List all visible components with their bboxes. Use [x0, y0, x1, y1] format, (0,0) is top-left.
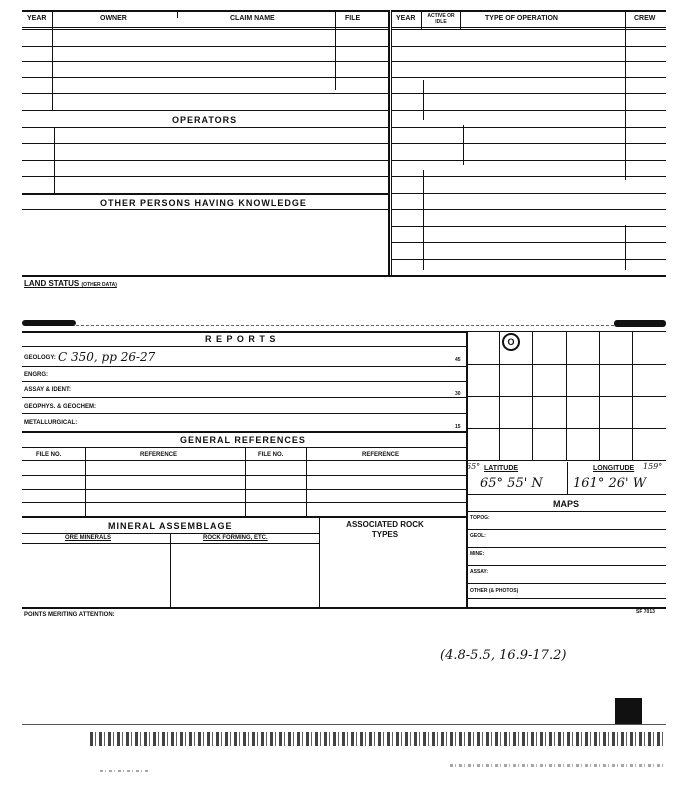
grid-marker-circle: [502, 333, 520, 351]
report-label-geology: GEOLOGY:: [24, 355, 56, 361]
longitude-value: 161° 26' W: [573, 476, 647, 491]
associated-rock-types: ASSOCIATED ROCK TYPES: [346, 520, 424, 539]
points-meriting-attention: POINTS MERITING ATTENTION:: [24, 612, 115, 618]
map-field-mine: MINE:: [470, 551, 485, 557]
report-label-assay: ASSAY & IDENT:: [24, 387, 72, 393]
scan-noise-strip-2: [450, 764, 666, 767]
mineral-assemblage-title: MINERAL ASSEMBLAGE: [108, 521, 233, 531]
map-field-topog: TOPOG:: [470, 515, 490, 521]
smudge-right: [614, 320, 666, 327]
lat-prefix: 65°: [466, 462, 481, 471]
smudge-left: [22, 320, 76, 326]
report-label-metallurgical: METALLURGICAL:: [24, 420, 78, 426]
rock-forming-header: ROCK FORMING, ETC.: [203, 535, 268, 541]
map-field-other: OTHER (& PHOTOS): [470, 588, 519, 594]
latitude-label: LATITUDE: [484, 465, 519, 472]
other-persons-title: OTHER PERSONS HAVING KNOWLEDGE: [100, 198, 307, 208]
scan-noise-strip-3: [100, 770, 150, 772]
grid-marker-text: O: [507, 337, 515, 347]
land-status-label: LAND STATUS: [24, 279, 80, 288]
crew-header: CREW: [634, 15, 656, 22]
report-value-geology: C 350, pp 26-27: [58, 350, 156, 364]
operators-title: OPERATORS: [172, 115, 238, 125]
lon-suffix: 159°: [643, 462, 663, 471]
general-references-title: GENERAL REFERENCES: [180, 435, 306, 445]
land-status-sub: (OTHER DATA): [81, 282, 117, 288]
dark-square: [615, 698, 642, 724]
year-header: YEAR: [27, 15, 47, 22]
gr-file-no-2: FILE NO.: [258, 452, 284, 458]
reports-title: R E P O R T S: [205, 334, 277, 344]
report-code-assay: 30: [455, 391, 461, 397]
owner-header: OWNER: [100, 15, 127, 22]
gr-file-no-1: FILE NO.: [36, 452, 62, 458]
report-code-geology: 45: [455, 357, 461, 363]
map-field-geol: GEOL:: [470, 533, 486, 539]
ops-year-header: YEAR: [396, 15, 416, 22]
latitude-value: 65° 55' N: [480, 476, 543, 491]
type-of-operation-header: TYPE OF OPERATION: [485, 15, 558, 22]
claim-name-header: CLAIM NAME: [230, 15, 275, 22]
report-label-engrg: ENGRG:: [24, 372, 48, 378]
ore-minerals-header: ORE MINERALS: [65, 535, 112, 541]
form-code: SF 7013: [636, 609, 655, 615]
maps-title: MAPS: [553, 499, 580, 509]
gr-reference-2: REFERENCE: [362, 452, 400, 458]
longitude-label: LONGITUDE: [593, 465, 635, 472]
scan-noise-strip: [90, 732, 666, 746]
gr-reference-1: REFERENCE: [140, 452, 178, 458]
handwritten-note: (4.8-5.5, 16.9-17.2): [440, 648, 567, 663]
file-header: FILE: [345, 15, 361, 22]
map-field-assay: ASSAY:: [470, 569, 489, 575]
report-label-geophys: GEOPHYS. & GEOCHEM:: [24, 404, 97, 410]
report-code-metallurgical: 15: [455, 424, 461, 430]
active-idle-header: ACTIVE OR IDLE: [427, 13, 455, 25]
